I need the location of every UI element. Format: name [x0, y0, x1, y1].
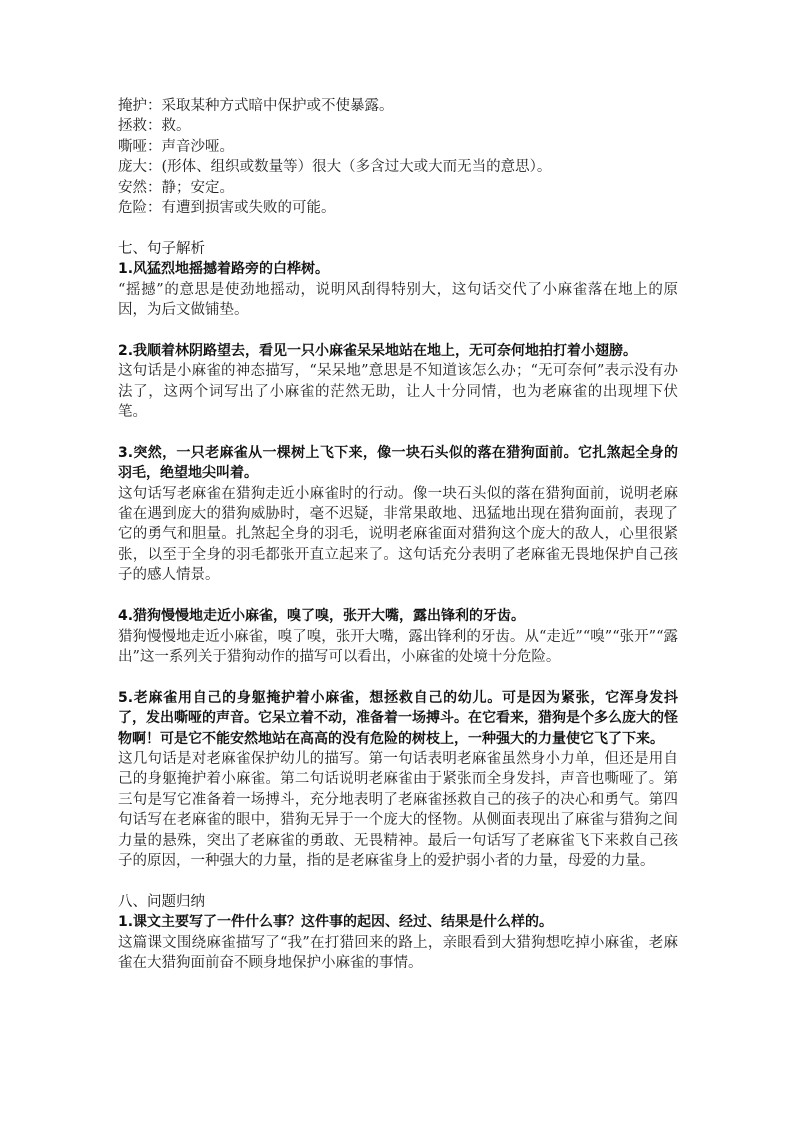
analysis-text: 这句话写老麻雀在猎狗走近小麻雀时的行动。像一块石头似的落在猎狗面前，说明老麻雀在遇到庞大的猎狗威胁时，毫不迟疑，非常果敢地、迅猛地出现在猎狗面前，表现了它的勇气和胆量。扎煞起全身的羽毛，说明老麻雀面对猎狗这个庞大的敌人，心里很紧张，以至于全身的羽毛都张开直立起来了。这句话充分表明了老麻雀无畏地保护自己孩子的感人情景。	[118, 485, 678, 584]
spacer	[118, 871, 678, 891]
analysis-text: 这句话是小麻雀的神态描写，“呆呆地”意思是不知道该怎么办；“无可奈何”表示没有办法了，这两个词写出了小麻雀的茫然无助，让人十分同情，也为老麻雀的出现埋下伏笔。	[118, 363, 678, 421]
analysis-item	[118, 259, 678, 320]
section-heading-sentence-analysis: 七、句子解析	[118, 240, 205, 257]
vocab-item: 安然：静；安定。	[118, 179, 234, 196]
spacer	[118, 586, 678, 606]
analysis-text: 这几句话是对老麻雀保护幼儿的描写。第一句话表明老麻雀虽然身小力单，但还是用自己的身躯掩护着小麻雀。第二句话说明老麻雀由于紧张而全身发抖，声音也嘶哑了。第三句是写它准备着一场搏斗，充分地表明了老麻雀拯救自己的孩子的决心和勇气。第四句话写在老麻雀的眼中，猎狗无异于一个庞大的怪物。从侧面表现出了麻雀与猎狗之间力量的悬殊，突出了老麻雀的勇敢、无畏精神。最后一句话写了老麻雀飞下来救自己孩子的原因，一种强大的力量，指的是老麻雀身上的爱护弱小者的力量，母爱的力量。	[118, 750, 678, 869]
document-page	[118, 96, 678, 973]
spacer	[118, 667, 678, 687]
question-text: 1.课文主要写了一件什么事？这件事的起因、经过、结果是什么样的。	[118, 914, 554, 931]
vocab-term: 拯救	[118, 118, 147, 135]
vocab-term: 危险	[118, 200, 147, 217]
analysis-item	[118, 606, 678, 667]
vocab-term: 庞大	[118, 159, 147, 176]
spacer	[118, 218, 678, 238]
analysis-sentence: 3.突然，一只老麻雀从一棵树上飞下来，像一块石头似的落在猎狗面前。它扎煞起全身的羽毛，绝望地尖叫着。	[118, 444, 678, 482]
spacer	[118, 320, 678, 340]
analysis-item	[118, 341, 678, 423]
analysis-sentence: 4.猎狗慢慢地走近小麻雀，嗅了嗅，张开大嘴，露出锋利的牙齿。	[118, 608, 526, 625]
vocab-definition: 有遭到损害或失败的可能。	[161, 200, 336, 217]
vocab-item: 危险：有遭到损害或失败的可能。	[118, 200, 336, 217]
vocab-term: 安然	[118, 179, 147, 196]
analysis-text: “摇撼”的意思是使劲地摇动，说明风刮得特别大，这句话交代了小麻雀落在地上的原因，为后文做铺垫。	[118, 281, 678, 319]
vocab-definition: 采取某种方式暗中保护或不使暴露。	[161, 98, 394, 114]
vocab-term: 嘶哑	[118, 138, 147, 155]
spacer	[118, 422, 678, 442]
section-heading-question-summary: 八、问题归纳	[118, 893, 205, 910]
vocab-item: 嘶哑：声音沙哑。	[118, 138, 234, 155]
vocab-item: 拯救：救。	[118, 118, 191, 135]
vocab-definition: (形体、组织或数量等）很大（多含过大或大而无当的意思）。	[161, 159, 552, 176]
vocab-definition: 静；安定。	[161, 179, 234, 196]
analysis-item	[118, 443, 678, 586]
analysis-item	[118, 688, 678, 872]
vocabulary-list	[118, 96, 678, 218]
analysis-sentence: 1.风猛烈地摇撼着路旁的白桦树。	[118, 261, 330, 278]
vocab-item: 庞大：(形体、组织或数量等）很大（多含过大或大而无当的意思）。	[118, 159, 552, 176]
vocab-term: 掩护	[118, 98, 147, 114]
analysis-sentence: 5.老麻雀用自己的身躯掩护着小麻雀，想拯救自己的幼儿。可是因为紧张，它浑身发抖了，发出嘶哑的声音。它呆立着不动，准备着一场搏斗。在它看来，猎狗是个多么庞大的怪物啊！可是它不能安然地站在高高的没有危险的树枝上，一种强大的力量使它飞了下来。	[118, 689, 678, 747]
question-item	[118, 912, 678, 973]
vocab-definition: 声音沙哑。	[161, 138, 234, 155]
vocab-item: 掩护：采取某种方式暗中保护或不使暴露。	[118, 98, 394, 114]
vocab-definition: 救。	[161, 118, 191, 135]
analysis-text: 猎狗慢慢地走近小麻雀，嗅了嗅，张开大嘴，露出锋利的牙齿。从“走近”“嗅”“张开”“露出”这一系列关于猎狗动作的描写可以看出，小麻雀的处境十分危险。	[118, 628, 678, 665]
analysis-sentence: 2.我顺着林阴路望去，看见一只小麻雀呆呆地站在地上，无可奈何地拍打着小翅膀。	[118, 342, 638, 359]
answer-text: 这篇课文围绕麻雀描写了“我”在打猎回来的路上，亲眼看到大猎狗想吃掉小麻雀，老麻雀在大猎狗面前奋不顾身地保护小麻雀的事情。	[118, 934, 678, 971]
